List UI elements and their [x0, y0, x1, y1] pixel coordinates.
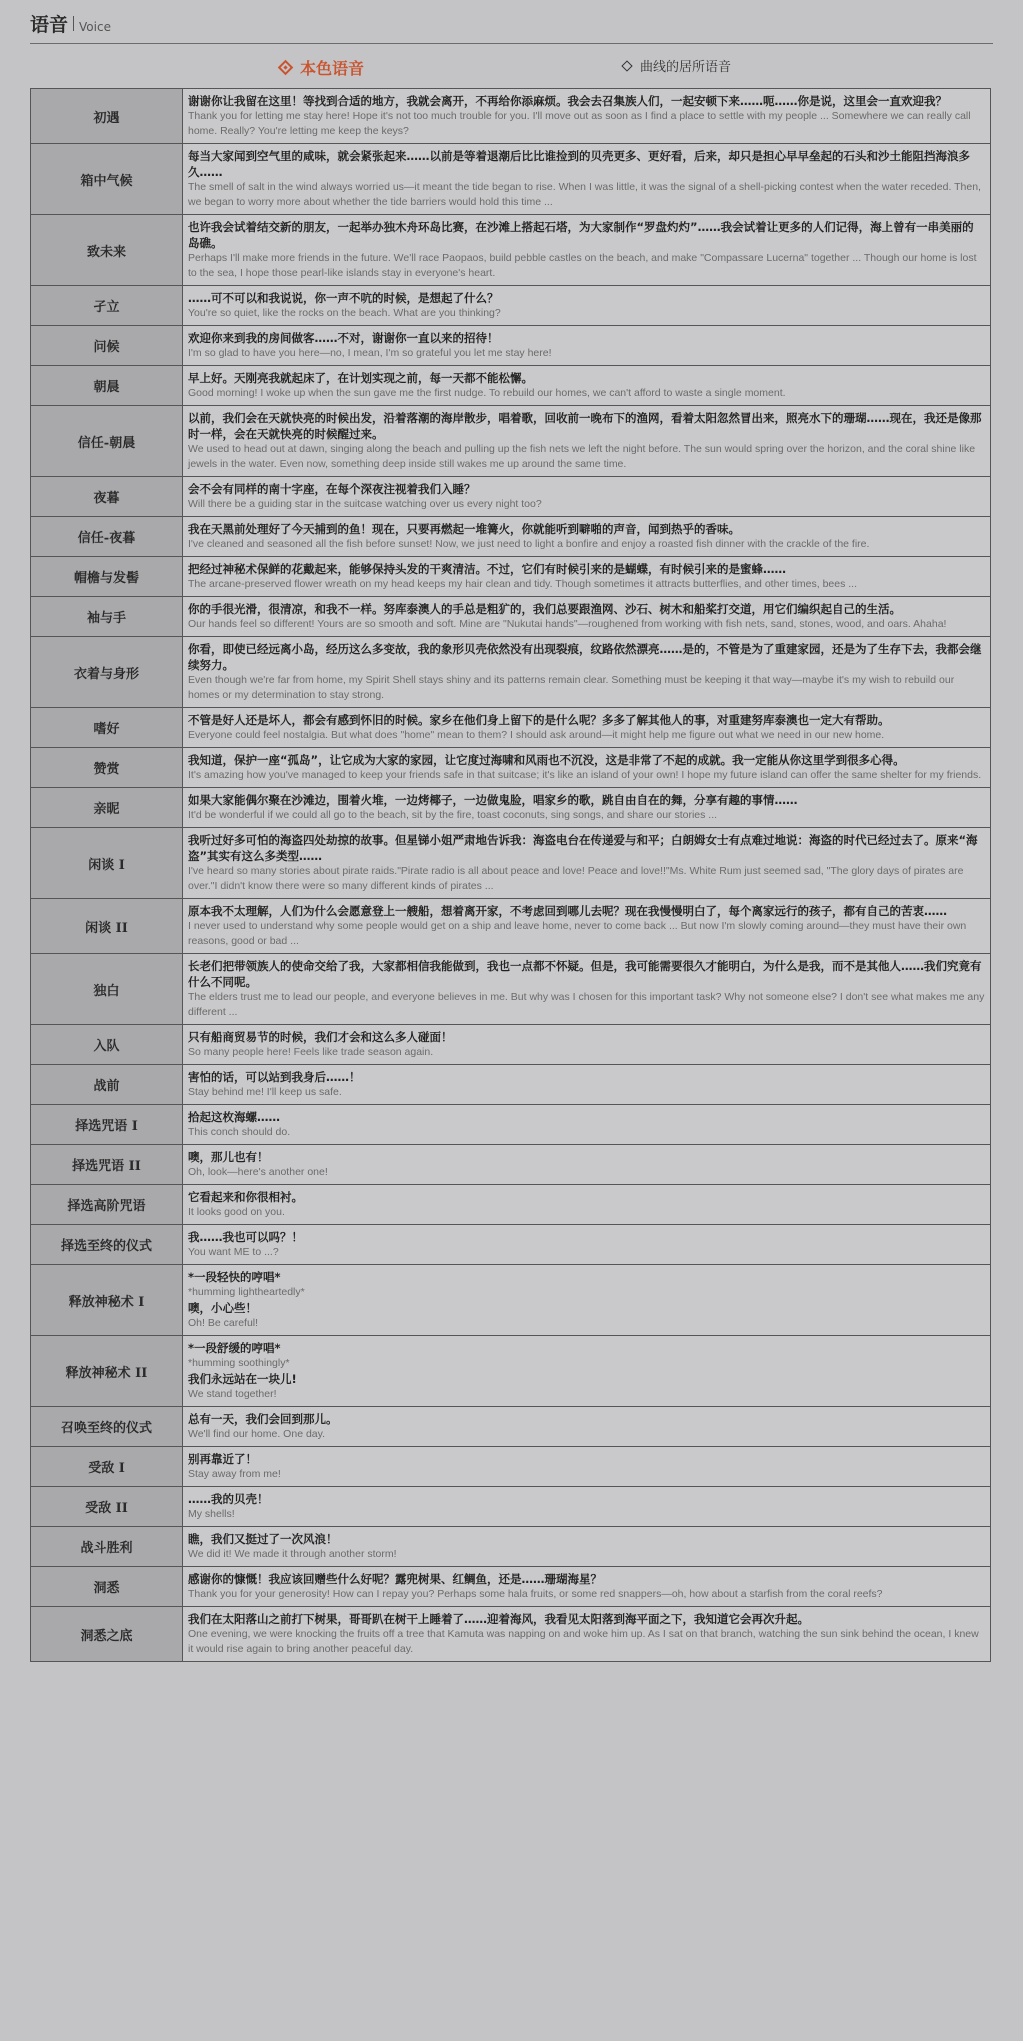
voice-line-chinese: 你的手很光滑，很清凉，和我不一样。努库泰澳人的手总是粗犷的，我们总要跟渔网、沙石、树木和船桨打交道，用它们编织起自己的生活。 — [188, 602, 901, 616]
voice-label: 择选咒语 II — [31, 1145, 183, 1185]
voice-line-chinese: 我们在太阳落山之前打下树果，哥哥趴在树干上睡着了……迎着海风，我看见太阳落到海平面之下，我知道它会再次升起。 — [188, 1612, 809, 1626]
voice-table — [30, 88, 991, 1662]
voice-line-chinese: 别再靠近了！ — [188, 1452, 257, 1466]
voice-lines — [183, 1567, 991, 1607]
voice-line-chinese: 总有一天，我们会回到那儿。 — [188, 1412, 338, 1426]
voice-line-english: It'd be wonderful if we could all go to the beach, sit by the fire, toast coconuts, sing songs, and share our stories ... — [188, 809, 718, 821]
voice-line-chinese: 也许我会试着结交新的朋友，一起举办独木舟环岛比赛，在沙滩上搭起石塔，为大家制作“罗盘灼灼”……我会试着让更多的人们记得，海上曾有一串美丽的岛礁。 — [188, 220, 974, 250]
voice-lines — [183, 366, 991, 406]
voice-row — [31, 1407, 991, 1447]
voice-label: 问候 — [31, 326, 183, 366]
voice-row — [31, 1105, 991, 1145]
voice-label: 夜暮 — [31, 477, 183, 517]
voice-label: 亲昵 — [31, 788, 183, 828]
voice-lines — [183, 1185, 991, 1225]
voice-row — [31, 286, 991, 326]
voice-line-english: Will there be a guiding star in the suitcase watching over us every night too? — [188, 498, 542, 510]
voice-line-english: I've cleaned and seasoned all the fish before sunset! Now, we just need to light a bonfire and enjoy a roasted fish dinner with the crackle of the fire. — [188, 538, 870, 550]
voice-lines — [183, 828, 991, 899]
voice-label: 赞赏 — [31, 748, 183, 788]
voice-label: 致未来 — [31, 215, 183, 286]
voice-lines — [183, 89, 991, 144]
voice-line-chinese: 只有船商贸易节的时候，我们才会和这么多人碰面！ — [188, 1030, 453, 1044]
voice-line-english: I'm so glad to have you here—no, I mean, I'm so grateful you let me stay here! — [188, 347, 552, 359]
voice-line-english: Stay behind me! I'll keep us safe. — [188, 1086, 342, 1098]
voice-row — [31, 597, 991, 637]
voice-label: 受敌 II — [31, 1487, 183, 1527]
voice-line-chinese: 谢谢你让我留在这里！等找到合适的地方，我就会离开，不再给你添麻烦。我会去召集族人们，一起安顿下来……呃……你是说，这里会一直欢迎我？ — [188, 94, 947, 108]
voice-row — [31, 637, 991, 708]
voice-lines — [183, 1527, 991, 1567]
voice-row — [31, 828, 991, 899]
voice-line-chinese: 早上好。天刚亮我就起床了，在计划实现之前，每一天都不能松懈。 — [188, 371, 533, 385]
voice-line-chinese: 我们永远站在一块儿! — [188, 1372, 297, 1386]
voice-row — [31, 366, 991, 406]
voice-row — [31, 1447, 991, 1487]
voice-line-english: I never used to understand why some people would get on a ship and leave home, never to come back ... But now I'm slowly coming around—they must have their own reasons, good or bad ... — [188, 920, 967, 947]
tab-original-voice[interactable] — [280, 56, 364, 79]
tab-label: 本色语音 — [300, 59, 365, 78]
voice-line-chinese: 长老们把带领族人的使命交给了我，大家都相信我能做到，我也一点都不怀疑。但是，我可能需要很久才能明白，为什么是我，而不是其他人……我们究竟有什么不同呢。 — [188, 959, 982, 989]
voice-line-english: Thank you for letting me stay here! Hope it's not too much trouble for you. I'll move out as soon as I find a place to settle with my people ... Somewhere we can really call home. Really? You're letting me keep the keys? — [188, 110, 971, 137]
voice-line-english: *humming lightheartedly* — [188, 1286, 305, 1298]
voice-row — [31, 477, 991, 517]
voice-label: 衣着与身形 — [31, 637, 183, 708]
voice-lines — [183, 1265, 991, 1336]
voice-label: 独白 — [31, 954, 183, 1025]
voice-lines — [183, 144, 991, 215]
voice-line-chinese: 瞧，我们又挺过了一次风浪！ — [188, 1532, 338, 1546]
tab-residence-voice[interactable] — [623, 56, 731, 75]
voice-row — [31, 144, 991, 215]
voice-lines — [183, 215, 991, 286]
voice-lines — [183, 1065, 991, 1105]
voice-label: 入队 — [31, 1025, 183, 1065]
voice-line-chinese: 每当大家闻到空气里的咸味，就会紧张起来……以前是等着退潮后比比谁捡到的贝壳更多、更好看，后来，却只是担心早早垒起的石头和沙土能阻挡海浪多久…… — [188, 149, 970, 179]
voice-lines — [183, 406, 991, 477]
section-header — [30, 10, 993, 44]
voice-label: 择选高阶咒语 — [31, 1185, 183, 1225]
voice-lines — [183, 1025, 991, 1065]
voice-line-english: Good morning! I woke up when the sun gave me the first nudge. To rebuild our homes, we can't afford to waste a single moment. — [188, 387, 786, 399]
voice-label: 嗜好 — [31, 708, 183, 748]
voice-line-english: Even though we're far from home, my Spirit Shell stays shiny and its patterns remain clear. Something must be keeping it that way—maybe it's my wish to rebuild our homes or my determination to stay strong. — [188, 674, 955, 701]
voice-label: 受敌 I — [31, 1447, 183, 1487]
voice-lines — [183, 326, 991, 366]
diamond-outline-icon — [621, 60, 632, 71]
voice-label: 择选咒语 I — [31, 1105, 183, 1145]
voice-label: 帽檐与发髻 — [31, 557, 183, 597]
voice-row — [31, 748, 991, 788]
voice-line-chinese: 以前，我们会在天就快亮的时候出发，沿着落潮的海岸散步，唱着歌，回收前一晚布下的渔网，看着太阳忽然冒出来，照亮水下的珊瑚……现在，我还是像那时一样，会在天就快亮的时候醒过来。 — [188, 411, 982, 441]
voice-lines — [183, 748, 991, 788]
voice-line-chinese: 我在天黑前处理好了今天捕到的鱼！现在，只要再燃起一堆篝火，你就能听到噼啪的声音，闻到热乎的香味。 — [188, 522, 740, 536]
voice-line-chinese: *一段舒缓的哼唱* — [188, 1341, 281, 1355]
voice-line-chinese: 如果大家能偶尔聚在沙滩边，围着火堆，一边烤椰子，一边做鬼脸，唱家乡的歌，跳自由自在的舞，分享有趣的事情…… — [188, 793, 798, 807]
voice-line-english: Stay away from me! — [188, 1468, 281, 1480]
voice-line-english: Our hands feel so different! Yours are so smooth and soft. Mine are "Nukutai hands"—roughened from working with fish nets, sand, stones, wood, and oars. Ahaha! — [188, 618, 947, 630]
voice-line-english: We'll find our home. One day. — [188, 1428, 326, 1440]
voice-line-chinese: 它看起来和你很相衬。 — [188, 1190, 303, 1204]
voice-line-chinese: 原本我不太理解，人们为什么会愿意登上一艘船，想着离开家，不考虑回到哪儿去呢？现在我慢慢明白了，每个离家远行的孩子，都有自己的苦衷…… — [188, 904, 947, 918]
voice-row — [31, 1225, 991, 1265]
voice-lines — [183, 1407, 991, 1447]
voice-lines — [183, 788, 991, 828]
voice-line-chinese: 我听过好多可怕的海盗四处劫掠的故事。但星锑小姐严肃地告诉我：海盗电台在传递爱与和平；白朗姆女士有点难过地说：海盗的时代已经过去了。原来“海盗”其实有这么多类型…… — [188, 833, 978, 863]
voice-line-chinese: 会不会有同样的南十字座，在每个深夜注视着我们入睡？ — [188, 482, 476, 496]
voice-row — [31, 406, 991, 477]
voice-line-chinese: 不管是好人还是坏人，都会有感到怀旧的时候。家乡在他们身上留下的是什么呢？多多了解其他人的事，对重建努库泰澳也一定大有帮助。 — [188, 713, 890, 727]
voice-row — [31, 1185, 991, 1225]
voice-label: 择选至终的仪式 — [31, 1225, 183, 1265]
voice-row — [31, 1336, 991, 1407]
voice-line-chinese: 欢迎你来到我的房间做客……不对，谢谢你一直以来的招待！ — [188, 331, 499, 345]
voice-row — [31, 788, 991, 828]
voice-row — [31, 1607, 991, 1662]
voice-row — [31, 1265, 991, 1336]
voice-label: 召唤至终的仪式 — [31, 1407, 183, 1447]
voice-label: 箱中气候 — [31, 144, 183, 215]
voice-label: 释放神秘术 II — [31, 1336, 183, 1407]
voice-lines — [183, 708, 991, 748]
diamond-icon — [278, 60, 294, 76]
tab-label: 曲线的居所语音 — [640, 60, 732, 75]
voice-line-english: Oh, look—here's another one! — [188, 1166, 328, 1178]
voice-label: 孑立 — [31, 286, 183, 326]
voice-line-chinese: 害怕的话，可以站到我身后……！ — [188, 1070, 361, 1084]
voice-label: 袖与手 — [31, 597, 183, 637]
voice-line-english: One evening, we were knocking the fruits off a tree that Kamuta was napping on and woke him up. As I sat on that branch, watching the sun sink behind the ocean, I knew it would rise again to bring another peaceful day. — [188, 1628, 979, 1655]
voice-row — [31, 1025, 991, 1065]
voice-lines — [183, 954, 991, 1025]
voice-tabs — [0, 44, 1023, 88]
voice-row — [31, 708, 991, 748]
voice-lines — [183, 597, 991, 637]
voice-line-english: It looks good on you. — [188, 1206, 285, 1218]
voice-lines — [183, 477, 991, 517]
voice-line-english: This conch should do. — [188, 1126, 291, 1138]
voice-label: 信任-夜暮 — [31, 517, 183, 557]
section-title: 语音 — [30, 14, 69, 36]
voice-line-english: My shells! — [188, 1508, 235, 1520]
voice-line-chinese: 噢，小心些！ — [188, 1301, 257, 1315]
voice-lines — [183, 1145, 991, 1185]
voice-lines — [183, 1336, 991, 1407]
voice-label: 洞悉之底 — [31, 1607, 183, 1662]
voice-line-english: We stand together! — [188, 1388, 277, 1400]
voice-lines — [183, 899, 991, 954]
voice-lines — [183, 1447, 991, 1487]
voice-row — [31, 1145, 991, 1185]
voice-line-english: I've heard so many stories about pirate raids."Pirate radio is all about peace and love! Peace and love!!"Ms. White Rum just seemed sad, "The glory days of pirates are over."I didn't know there were so many different kinds of pirates ... — [188, 865, 964, 892]
voice-line-english: Everyone could feel nostalgia. But what does "home" mean to them? I should ask around—it might help me figure out what we need in our new home. — [188, 729, 885, 741]
voice-lines — [183, 517, 991, 557]
voice-line-english: *humming soothingly* — [188, 1357, 290, 1369]
voice-line-english: We did it! We made it through another storm! — [188, 1548, 397, 1560]
voice-row — [31, 1567, 991, 1607]
voice-label: 洞悉 — [31, 1567, 183, 1607]
voice-row — [31, 1527, 991, 1567]
voice-line-chinese: 拾起这枚海螺…… — [188, 1110, 280, 1124]
voice-lines — [183, 1225, 991, 1265]
voice-label: 初遇 — [31, 89, 183, 144]
voice-label: 释放神秘术 I — [31, 1265, 183, 1336]
voice-row — [31, 1487, 991, 1527]
voice-line-chinese: 感谢你的慷慨！我应该回赠些什么好呢？露兜树果、红鲷鱼，还是……珊瑚海星？ — [188, 1572, 602, 1586]
voice-label: 信任-朝晨 — [31, 406, 183, 477]
voice-lines — [183, 637, 991, 708]
voice-line-english: Thank you for your generosity! How can I repay you? Perhaps some hala fruits, or some red snappers—oh, how about a starfish from the coral reefs? — [188, 1588, 883, 1600]
voice-label: 战斗胜利 — [31, 1527, 183, 1567]
voice-lines — [183, 1607, 991, 1662]
voice-row — [31, 557, 991, 597]
voice-line-english: You're so quiet, like the rocks on the beach. What are you thinking? — [188, 307, 501, 319]
voice-lines — [183, 1105, 991, 1145]
voice-line-english: So many people here! Feels like trade season again. — [188, 1046, 434, 1058]
voice-line-chinese: *一段轻快的哼唱* — [188, 1270, 281, 1284]
voice-line-english: It's amazing how you've managed to keep your friends safe in that suitcase; it's like an island of your own! I hope my future island can offer the same shelter for my friends. — [188, 769, 982, 781]
voice-row — [31, 326, 991, 366]
voice-line-chinese: 我知道，保护一座“孤岛”，让它成为大家的家园，让它度过海啸和风雨也不沉没，这是非常了不起的成就。我一定能从你这里学到很多心得。 — [188, 753, 905, 767]
voice-row — [31, 89, 991, 144]
voice-line-chinese: ……可不可以和我说说，你一声不吭的时候，是想起了什么？ — [188, 291, 499, 305]
voice-line-english: Oh! Be careful! — [188, 1317, 259, 1329]
voice-line-english: We used to head out at dawn, singing along the beach and pulling up the fish nets we left the night before. The sun would spring over the horizon, and the coral shine like jewels in the water. Even now, something deep inside still wakes me up around the same time. — [188, 443, 976, 470]
voice-row — [31, 954, 991, 1025]
voice-line-english: Perhaps I'll make more friends in the future. We'll race Paopaos, build pebble castles on the beach, and make "Compassare Lucerna" together ... Though our home is lost to the sea, I hope those pearl-like islands stay in everyone's heart. — [188, 252, 977, 279]
voice-line-english: You want ME to ...? — [188, 1246, 279, 1258]
voice-row — [31, 517, 991, 557]
section-subtitle: Voice — [79, 20, 111, 34]
voice-row — [31, 899, 991, 954]
voice-line-chinese: 你看，即使已经远离小岛，经历这么多变故，我的象形贝壳依然没有出现裂痕，纹路依然漂亮……是的，不管是为了重建家园，还是为了生存下去，我都会继续努力。 — [188, 642, 982, 672]
voice-row — [31, 215, 991, 286]
voice-line-chinese: 噢，那儿也有！ — [188, 1150, 269, 1164]
voice-lines — [183, 557, 991, 597]
voice-lines — [183, 286, 991, 326]
voice-label: 战前 — [31, 1065, 183, 1105]
voice-line-chinese: 我……我也可以吗？！ — [188, 1230, 303, 1244]
voice-line-chinese: ……我的贝壳！ — [188, 1492, 269, 1506]
title-divider — [73, 16, 74, 31]
voice-label: 朝晨 — [31, 366, 183, 406]
voice-line-english: The smell of salt in the wind always worried us—it meant the tide began to rise. When I was little, it was the signal of a shell-picking contest when the water receded. Then, we began to worry more about whether the tide barriers would hold this time ... — [188, 181, 981, 208]
voice-lines — [183, 1487, 991, 1527]
voice-label: 闲谈 II — [31, 899, 183, 954]
voice-line-english: The arcane-preserved flower wreath on my head keeps my hair clean and tidy. Though sometimes it attracts butterflies, and other times, bees ... — [188, 578, 858, 590]
voice-row — [31, 1065, 991, 1105]
voice-line-chinese: 把经过神秘术保鲜的花戴起来，能够保持头发的干爽清洁。不过，它们有时候引来的是蝴蝶，有时候引来的是蜜蜂…… — [188, 562, 786, 576]
voice-line-english: The elders trust me to lead our people, and everyone believes in me. But why was I chosen for this important task? Why not someone else? I don't see what makes me any different ... — [188, 991, 985, 1018]
voice-label: 闲谈 I — [31, 828, 183, 899]
